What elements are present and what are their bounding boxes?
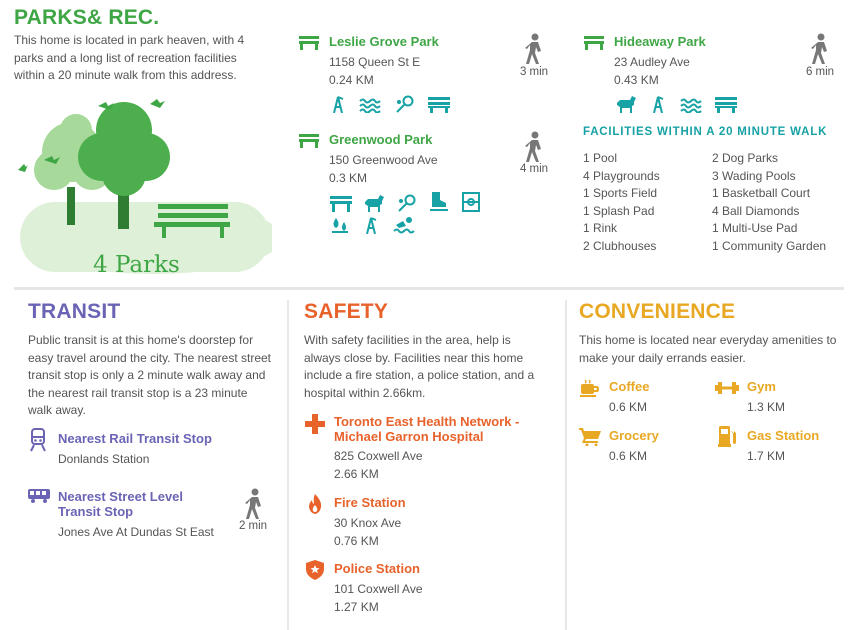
convenience-title: CONVENIENCE xyxy=(579,300,736,323)
bus-icon xyxy=(28,489,50,503)
gym-label[interactable]: Gym xyxy=(747,379,776,394)
train-icon xyxy=(29,428,47,452)
pool-icon xyxy=(359,97,381,113)
hospital-name-line1: Toronto East Health Network - xyxy=(334,414,520,429)
hospital-distance: 2.66 KM xyxy=(334,467,379,481)
coffee-icon xyxy=(580,379,600,397)
police-shield-icon xyxy=(306,560,324,580)
dog-park-icon xyxy=(615,95,637,113)
swimming-icon xyxy=(393,216,415,234)
convenience-description: This home is located near everyday amenities to make your daily errands easier. xyxy=(579,333,837,365)
walking-person-icon xyxy=(524,33,544,65)
park-name-greenwood[interactable]: Greenwood Park xyxy=(329,132,433,147)
park-facility-icons xyxy=(615,95,746,118)
hospital-cross-icon xyxy=(305,414,325,434)
walking-person-icon xyxy=(810,33,830,65)
facility-item: 4 Ball Diamonds xyxy=(712,203,800,218)
park-address: 150 Greenwood Ave xyxy=(329,153,438,167)
transit-description: Public transit is at this home's doorstep for easy travel around the city. The nearest street transit stop is only a 2 minute walk away and the nearest rail transit stop is a 23 minute walk away. xyxy=(28,333,272,417)
street-transit-stop: Jones Ave At Dundas St East xyxy=(58,525,214,539)
walk-time: 6 min xyxy=(805,66,835,78)
safety-title: SAFETY xyxy=(304,300,389,323)
facility-item: 1 Rink xyxy=(583,221,618,236)
bench-icon xyxy=(299,134,319,148)
walk-time: 2 min xyxy=(238,520,268,532)
gas-station-distance: 1.7 KM xyxy=(747,449,786,463)
gym-distance: 1.3 KM xyxy=(747,400,786,414)
fire-icon xyxy=(307,494,323,514)
park-address: 23 Audley Ave xyxy=(614,55,690,69)
column-divider xyxy=(287,300,289,630)
dog-park-icon xyxy=(363,194,385,212)
hospital-name-line2: Michael Garron Hospital xyxy=(334,429,484,444)
column-divider xyxy=(565,300,567,630)
facility-item: 1 Community Garden xyxy=(712,238,827,253)
pool-icon xyxy=(680,97,702,113)
police-station-label[interactable]: Police Station xyxy=(334,561,420,576)
bench-icon xyxy=(330,196,352,212)
facilities-left-list xyxy=(583,150,660,256)
hospital-name[interactable] xyxy=(334,414,519,444)
park-address: 1158 Queen St E xyxy=(329,55,421,69)
facility-item: 4 Playgrounds xyxy=(583,168,660,183)
parks-count: 4 Parks xyxy=(93,252,180,278)
rail-transit-stop: Donlands Station xyxy=(58,452,150,466)
gas-station-label[interactable]: Gas Station xyxy=(747,428,820,443)
street-transit-label-line2: Transit Stop xyxy=(58,504,134,519)
facility-item: 1 Sports Field xyxy=(583,186,658,201)
playground-icon xyxy=(330,95,346,113)
park-facility-icons xyxy=(330,192,480,217)
facilities-title: FACILITIES WITHIN A 20 MINUTE WALK xyxy=(583,126,828,138)
police-station-distance: 1.27 KM xyxy=(334,600,379,614)
grocery-label[interactable]: Grocery xyxy=(609,428,659,443)
parks-description: This home is located in park heaven, with 4 parks and a long list of recreation facilities within a 20 minute walk from this address. xyxy=(14,33,245,82)
gym-dumbbell-icon xyxy=(715,381,739,395)
street-transit-label[interactable] xyxy=(58,489,183,519)
grocery-distance: 0.6 KM xyxy=(609,449,648,463)
park-distance: 0.43 KM xyxy=(614,73,659,87)
walking-person-icon xyxy=(524,131,544,163)
coffee-label[interactable]: Coffee xyxy=(609,379,650,394)
park-distance: 0.24 KM xyxy=(329,73,374,87)
sports-field-icon xyxy=(395,95,415,113)
fire-station-address: 30 Knox Ave xyxy=(334,516,402,530)
park-facility-icons-row2 xyxy=(330,216,415,239)
park-name-hideaway[interactable]: Hideaway Park xyxy=(614,34,706,49)
rail-transit-label[interactable]: Nearest Rail Transit Stop xyxy=(58,431,212,446)
bench-icon xyxy=(299,36,319,50)
soccer-field-icon xyxy=(462,192,480,212)
grocery-cart-icon xyxy=(579,428,601,446)
rink-icon xyxy=(428,192,450,212)
facility-item: 1 Multi-Use Pad xyxy=(712,221,798,236)
sports-field-icon xyxy=(397,194,417,212)
walking-person-icon xyxy=(244,488,264,520)
park-name-leslie-grove[interactable]: Leslie Grove Park xyxy=(329,34,439,49)
facilities-right-list xyxy=(712,150,826,256)
facility-item: 2 Clubhouses xyxy=(583,238,657,253)
parks-title: PARKS& REC. xyxy=(14,6,160,29)
playground-icon xyxy=(650,95,666,113)
facility-item: 3 Wading Pools xyxy=(712,168,796,183)
coffee-distance: 0.6 KM xyxy=(609,400,648,414)
transit-title: TRANSIT xyxy=(28,300,121,323)
safety-description: With safety facilities in the area, help is always close by. Facilities near this home include a fire station, a police station, and a hospital within 2.66km. xyxy=(304,333,535,400)
police-station-address: 101 Coxwell Ave xyxy=(334,582,423,596)
gas-station-icon xyxy=(718,425,736,447)
street-transit-label-line1: Nearest Street Level xyxy=(58,489,184,504)
park-distance: 0.3 KM xyxy=(329,171,368,185)
bench-icon xyxy=(715,97,737,113)
splash-pad-icon xyxy=(330,216,350,234)
facility-item: 1 Basketball Court xyxy=(712,186,811,201)
fire-station-label[interactable]: Fire Station xyxy=(334,495,406,510)
bird-icon xyxy=(18,164,28,172)
bench-icon xyxy=(584,36,604,50)
bench-icon xyxy=(428,97,450,113)
bird-icon xyxy=(150,99,165,108)
facility-item: 2 Dog Parks xyxy=(712,151,779,165)
facility-item: 1 Pool xyxy=(583,151,618,165)
park-facility-icons xyxy=(330,95,459,118)
hospital-address: 825 Coxwell Ave xyxy=(334,449,423,463)
walk-time: 4 min xyxy=(519,163,549,175)
section-divider xyxy=(14,287,844,290)
playground-icon xyxy=(363,216,379,234)
walk-time: 3 min xyxy=(519,66,549,78)
fire-station-distance: 0.76 KM xyxy=(334,534,379,548)
facility-item: 1 Splash Pad xyxy=(583,203,655,218)
